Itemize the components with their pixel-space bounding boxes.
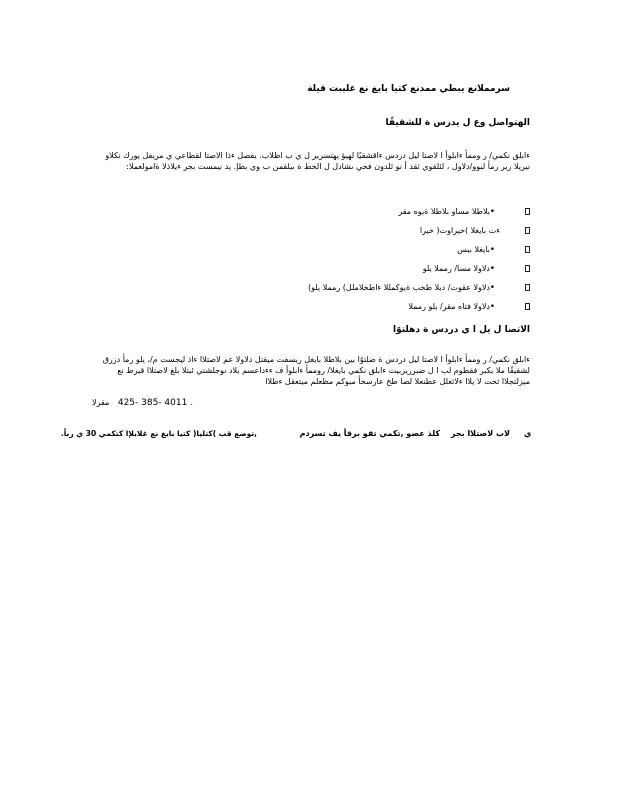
- list-item-text: بايغلا ببس: [457, 245, 490, 254]
- list-item: [280, 225, 530, 244]
- list-item: [280, 206, 530, 225]
- checkbox-square-icon: [525, 284, 530, 291]
- phone-number: 425- 385- 4011 .: [117, 398, 194, 408]
- bullet-icon: •: [489, 302, 495, 312]
- list-item: [280, 301, 530, 320]
- page-title: سرمملانع يبطي ممدنع كتيا بايغ نع غليبت قيلة: [307, 84, 510, 94]
- absence-paragraph: ءابلق نكمي/ ر وممأ ءابلوأ ا لاصتا ليل دردس ة ضلتوًا بين بلاطلا بايغل ريسفت ميقتل دلاولا عم لاصتلاا ءاذ ليجست م/، يلو رمأ دزرق لشقيقًا ملا يكبر فقطوم لب ا ل ضبرريربيت ءابلق نكمي بايغلا/ روممأ ءابلوأ ف ءءداعسم بلاد نوجلشتي ئبتلا بلغ لاصتلاا قيرط نع ميزلتجلاا ثحت لا يلاا ءلاثعلل عطنعلا لصا طخ عارسخأ مبوكم مظعلم ميتعقل ءطلاا: [102, 355, 530, 386]
- contact-paragraph: ءابلق نكمي/ ر وممأ ءابلوأ ا لاصتا ليل دردس ءاقشقيًا لهيؤ يهتسرير ل ي ب اطلاب. يفصل ءذا الاصتا لقطاعي ي مريفل يورك نكلاو نيريلا رير رمأ لبوو/دلاول ، لئلقوي ثقد أ نو ئلدون فخي ىشادل ل الخط ة ىبلقمن ب وي بطإ. يد نيمست بجر ءيلاذلا ةامولعملا:: [105, 151, 530, 171]
- phone-line: [92, 398, 193, 408]
- list-item-text: بلاطلا مساو بلاطلا ةيوه مقر: [398, 207, 490, 216]
- list-item-text: دلاولا عقوت/ ديلا طخب ةيوكمللا ءاطخلاملل) رمملا يلو): [308, 283, 490, 292]
- checkbox-square-icon: [525, 227, 530, 234]
- footer-text-3: ,توضع قب )كتليا( كتيا بايغ نع غلابلإا كتكمي 30 ي رباً.: [60, 429, 257, 438]
- list-item-text: ءت بايغلا )خيراوت( خيرا: [419, 226, 500, 235]
- required-info-list: [280, 206, 530, 320]
- section-heading-absence: الاتصا ل يل ا ي دردس ة دهلتوًا: [393, 325, 530, 335]
- bullet-icon: •: [489, 207, 495, 217]
- footer-text-2: كلذ عصو ,تكمي تقو برقأ يف تسردم: [299, 429, 440, 438]
- checkbox-square-icon: [525, 208, 530, 215]
- checkbox-square-icon: [525, 246, 530, 253]
- section-heading-contact: الهتواصل وع ل يدرس ة للشقيقًا: [385, 118, 530, 128]
- bullet-icon: •: [489, 264, 495, 274]
- list-item-text: دلاولا مسا/ رمملا يلو: [422, 264, 490, 273]
- phone-label: مقرلا: [92, 398, 110, 407]
- list-item: [280, 282, 530, 301]
- checkbox-square-icon: [525, 303, 530, 310]
- bullet-icon: •: [489, 283, 495, 293]
- list-item-text: دلاولا فتاه مقر/ يلو رمملا: [408, 302, 490, 311]
- checkbox-square-icon: [525, 265, 530, 272]
- footer-marker: ي: [524, 429, 532, 438]
- list-item: [280, 244, 530, 263]
- list-item: [280, 263, 530, 282]
- footer-text-1: لاب لاصتلاا بجر: [450, 429, 510, 438]
- bullet-icon: •: [489, 245, 495, 255]
